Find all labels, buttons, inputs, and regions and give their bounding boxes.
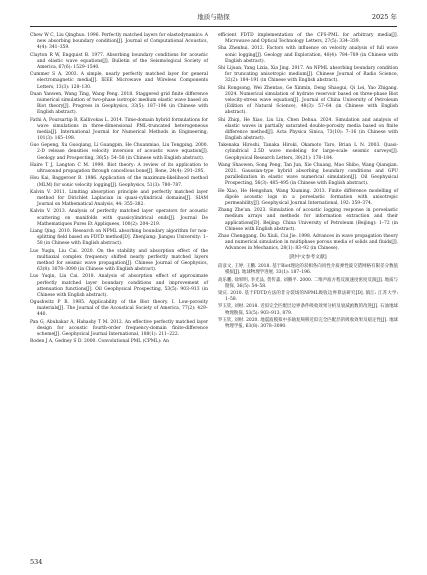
chinese-reference-entry: 罗玉钦, 刘财. 2020. 地震波模拟中多轴复频移近似完全匹配层的吸收效果及稳定性[J]. 地球物理学报, 63(8): 3078–3090. [218,317,398,330]
reference-entry: Zhang Zhe'an. 2023. Simulation of acoustic logging response in poroelastic medium arrays and methods for information extraction and their applications[D]. Beijing: China University of Petroleum (Beijing): 1–72 (in Chinese with English abstract). [218,208,398,232]
reference-entry: Sha Zhenhui. 2012. Factors with influence on velocity analysis of full wave sonic logging[J]. Geology and Exploration, 48(4): 784–789 (in Chinese with English abstract). [218,46,398,64]
reference-entry: Zhao Chenggang, Du Xiuli, Cui Jie. 1998. Advances in wave propagation theory and numerical simulation in multiphase porous media of solids and fluids[J]. Advances in Mechanics, 28(1): 83–92 (in Chinese). [218,234,398,252]
page-number: 534 [30,558,43,566]
chinese-reference-entry: 段彦文, 王婷, 王鹏. 2018. 基于Biot理论的双相各向同性介质弹性波交错网格有限差分数值模拟[J]. 地球物理学进展, 33(1): 187–196. [218,264,398,276]
journal-name: 地质与勘探 [197,13,230,21]
reference-entry: Luo Yuqin, Liu Cai. 2018. Analysis of absorption effect of approximate perfectly matched layer boundary conditions and improvement of attenuation functions[J]. Oil Geophysical Prospecting, 53(5): 903–913 (in Chinese with English abstract). [30,274,208,298]
reference-entry: Kalvin V. 2013. Analysis of perfectly matched layer operators for acoustic scattering on manifolds with quasicylindrical ends[J]. Journal De Mathematiques Pures Et Appliquees, 100(2): 204–219. [30,209,208,227]
reference-entry: Kalvin V. 2011. Limiting absorption principle and perfectly matched layer method for Dirichlet Laplacian in quasi-cylindrical domains[J]. SIAM Journal on Mathematical Analysis, 44: 355–382. [30,189,208,208]
reference-entry: Takenaka Hiroshi, Tanaka Hiroki, Okamoto Taro, Brian L N. 2003. Quasi-cylindrical 2.5D wave modeling for large-scale seismic surveys[J]. Geophysical Research Letters, 30(21): 178–184. [218,143,398,161]
reference-entry: efficient FDTD implementation of the CFS-PML for arbitrary media[J]. Microwave and Optical Technology Letters, 27(5): 334–339. [218,33,398,45]
chinese-reference-entry: 罗玉钦, 刘财. 2018. 近似完全匹配层边界条件吸收效果分析及衰减函数的改进[J]. 石油地球物理勘探, 53(5): 903–913, 879. [218,304,398,316]
reference-entry: Luo Yuqin, Liu Cai. 2020. On the stability and absorption effect of the multiaxial complex frequency shifted nearly perfectly matched layers method for seismic wave propagation[J]. Chinese Journal of Geophysics, 63(8): 3078–3090 (in Chinese with English abstract). [30,248,208,273]
reference-entry: Hsu Kai, Baggeroer B. 1986. Application of the maximum-likelihood method (MLM) for sonic velocity logging[J]. Geophysics, 51(3): 780–787. [30,176,208,188]
reference-entry: Pan G, Abubakar A, Habashy T M. 2012. An effective perfectly matched layer design for acoustic fourth-order frequency-domain finite-difference scheme[J]. Geophysical Journal International, 188(1): 211–222. [30,319,208,338]
running-header [30,10,397,27]
left-column [30,33,208,347]
reference-entry: Roden J A, Gedney S D. 2000. Convolutional PML (CPML): An [30,339,169,345]
reference-entry: Fathi A, Poursartip B, Kallivokas L. 2014. Time-domain hybrid formulations for wave simulations in three-dimensional PML-truncated heterogeneous media[J]. International Journal for Numerical Methods in Engineering, 101(3): 165–198. [30,117,208,141]
reference-entry: He Xiao, He Hengshan, Wang Xiuming. 2013. Finite difference modelling of dipole acoustic logs in a poroelastic formation with anisotropic permeability[J]. Geophysical Journal International, 192: 359–374. [218,188,398,206]
reference-entry: Shi Zhiqi, He Xiao, Liu Lin, Chen Dehua. 2024. Simulation and analysis of elastic waves in partially saturated double-porosity media based on finite difference method[J]. Acta Physica Sinica, 73(10): 7–16 (in Chinese with English abstract). [218,117,398,141]
reference-entry: Wang Shaowen, Song Peng, Tan Jun, Xie Chuang, Mao Shibo, Wang Qianqian. 2021. Gaussian-type hybrid absorbing boundary conditions and GPU parallelization in elastic wave numerical simulation[J]. Oil Geophysical Prospecting, 56(3): 485–495 (in Chinese with English abstract). [218,162,398,187]
issue-year: 2025 年 [371,13,397,21]
reference-entry: Chew W C, Liu Qinghuo. 1996. Perfectly matched layers for elastodynamics: A new absorbing boundary condition[J]. Journal of Computational Acoustics, 4(4): 341–359. [30,33,208,51]
reference-entry: Shi Lijuan, Yang Lixia, Xia Jing. 2017. An NPML absorbing boundary condition for truncating anisotropic medium[J]. Chinese Journal of Radio Science, 32(2): 184–191 (in Chinese with English abstract). [218,66,398,84]
appendix-heading: [附中文参考文献] [289,255,327,261]
reference-entry: Cummer S A. 2003. A simple, nearly perfectly matched layer for general electromagnetic media[J]. IEEE Microwave and Wireless Components Letters, 13(3): 128–130. [30,72,208,90]
chinese-reference-entry: 高乐鹏, 徐果明, 李光品, 贺传淼, 刘腾平. 2000. 二维声波方程反演速度密度反演[J]. 地质与勘探, 36(5): 54–58. [218,277,398,289]
reference-entry: Haire T J, Langton C M. 1999. Biot theory: A review of its application to ultrasound propagation through cancellous bone[J]. Bone, 24(4): 291–295. [30,162,208,175]
right-column [218,33,398,331]
reference-entry: Duan Yanwen, Wang Ting, Wang Peng. 2018. Staggered grid finite difference numerical simulation of two-phase isotropic medium elastic wave based on Biot theory[J]. Progress in Geophysics, 33(5): 187–196 (in Chinese with English abstract). [30,91,208,116]
reference-entry: Clayton R W, Engquist B. 1977. Absorbing boundary conditions for acoustic and elastic wave equations[J]. Bulletin of the Seismological Society of America, 67(6): 1529–1540. [30,52,208,70]
reference-entry: Ogushwitz P R. 1985. Applicability of the Biot theory. I. Low-porosity materials[J]. The Journal of the Acoustical Society of America, 77(2): 429–440. [30,300,208,318]
reference-entry: Shi Rongsong, Wei Zhentao, Ge Xinmin, Deng Shaogui, Qi Lei, Yao Zhigang. 2024. Numerical simulation of hydrate reservoir based on three-phase Biot velocity-stress wave equation[J]. Journal of China University of Petroleum (Edition of Natural Science), 48(3): 57–64 (in Chinese with English abstract). [218,85,398,116]
reference-entry: Guo Gepeng, Xu Guoqiang, Li Guangpin, He Chuanmiao, Liu Tengping. 2000. 2-D release densities velocity inversion of acoustic wave equation[J]. Geology and Prospecting, 36(5): 54–58 (in Chinese with English abstract). [30,143,208,161]
reference-entry: Liang Qing. 2010. Research on NPML absorbing boundary algorithm for non-splitting field based on FDTD method[D]. Zhenjiang: Jiangsu University: 1–58 (in Chinese with English abstract). [30,229,208,247]
chinese-reference-entry: 梁庆. 2010. 基于FDTD方法的非分裂场的NPML吸收边界算法研究[D]. 镇江: 江苏大学: 1–58. [218,291,398,303]
